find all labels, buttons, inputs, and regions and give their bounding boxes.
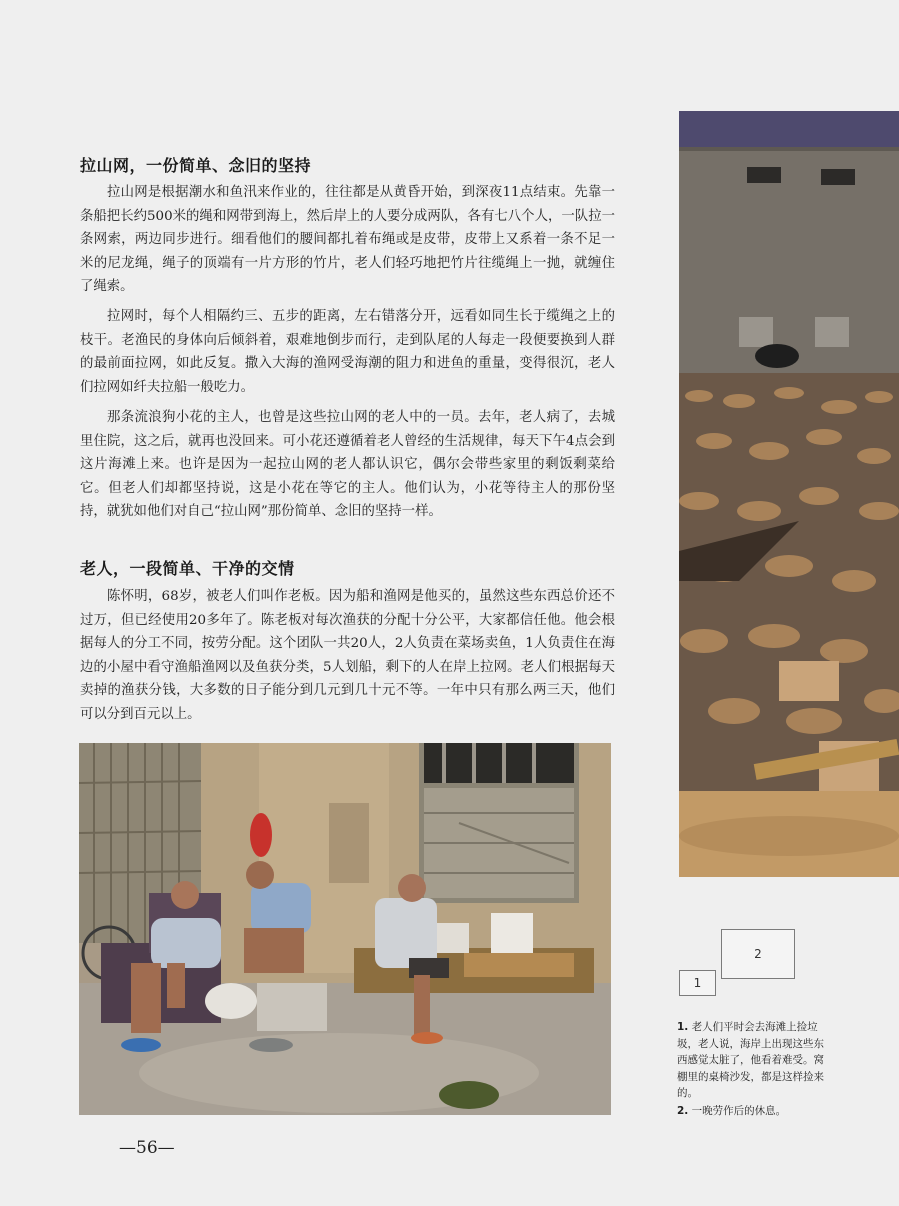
section-heading-old-men: 老人，一段简单、干净的交情 <box>80 559 295 578</box>
caption-text: 老人们平时会去海滩上捡垃圾，老人说，海岸上出现这些东西感觉太脏了，他看着难受。窝棚里的桌椅沙发，都是这样捡来的。 <box>677 1021 824 1099</box>
body-paragraph: 陈怀明，68岁，被老人们叫作老板。因为船和渔网是他买的，虽然这些东西总价还不过万，但已经使用20多年了。陈老板对每次渔获的分配十分公平，大家都信任他。他会根据每人的分工不同，按劳分配。这个团队一共20人，2人负责在菜场卖鱼，1人负责住在海边的小屋中看守渔船渔网以及鱼获分类，5人划船，剩下的人在岸上拉网。老人们根据每天卖掉的渔获分钱，大多数的日子能分到几元到几十元不等。一年中只有那么两三天，他们可以分到百元以上。 <box>80 589 615 722</box>
body-paragraph: 那条流浪狗小花的主人，也曾是这些拉山网的老人中的一员。去年，老人病了，去城里住院，这之后，就再也没回来。可小花还遵循着老人曾经的生活规律，每天下午4点会到这片海滩上来。也许是因为一起拉山网的老人都认识它，偶尔会带些家里的剩饭剩菜给它。但老人们却都坚持说，这是小花在等它的主人。他们认为，小花等待主人的那份坚持，就犹如他们对自己“拉山网”那份简单、念旧的坚持一样。 <box>80 410 615 520</box>
photo-label-2: 2 <box>721 929 795 979</box>
caption-text: 一晚劳作后的休息。 <box>691 1105 787 1117</box>
body-paragraph: 拉网时，每个人相隔约三、五步的距离，左右错落分开，远看如同生长于缆绳之上的枝干。老渔民的身体向后倾斜着，艰难地倒步而行，走到队尾的人每走一段便要换到人群的最前面拉网，如此反复。撒入大海的渔网受海潮的阻力和进鱼的重量，变得很沉，老人们拉网如纤夫拉船一般吃力。 <box>80 309 615 395</box>
photo-cobblestone-beach <box>679 111 899 877</box>
photo-label-1: 1 <box>679 970 716 996</box>
page-number: —56— <box>119 1138 175 1158</box>
caption-2 <box>677 1103 827 1120</box>
section-heading-lashanwang: 拉山网，一份简单、念旧的坚持 <box>80 156 312 175</box>
caption-number: 1. <box>677 1021 689 1033</box>
body-paragraph: 拉山网是根据潮水和鱼汛来作业的，往往都是从黄昏开始，到深夜11点结束。先靠一条船把长约500米的绳和网带到海上，然后岸上的人要分成两队，各有七八个人，一队拉一条网索，两边同步进行。细看他们的腰间都扎着布绳或是皮带，皮带上又系着一条不足一米的尼龙绳，绳子的顶端有一片方形的竹片，老人们轻巧地把竹片往缆绳上一抛，就缠住了绳索。 <box>80 185 615 295</box>
caption-number: 2. <box>677 1105 689 1117</box>
caption-1 <box>677 1019 827 1102</box>
photo-old-men-resting <box>79 743 611 1115</box>
